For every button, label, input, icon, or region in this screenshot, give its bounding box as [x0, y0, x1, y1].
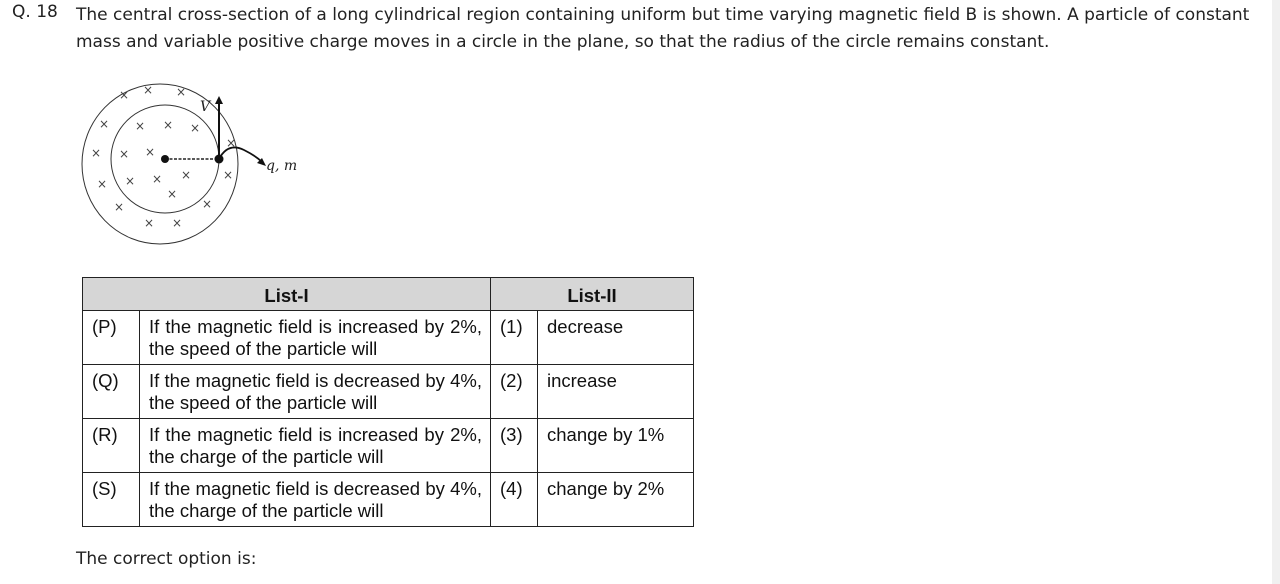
row-label: (S) [83, 473, 140, 527]
option-number: (1) [491, 311, 538, 365]
magnetic-field-figure [76, 78, 336, 258]
field-cross-mark: × [162, 118, 174, 132]
table-row [83, 419, 694, 473]
field-cross-mark: × [98, 117, 110, 131]
field-cross-mark: × [151, 172, 163, 186]
question-number: Q. 18 [12, 2, 58, 22]
option-text: decrease [538, 311, 694, 365]
table-row [83, 311, 694, 365]
field-cross-mark: × [222, 168, 234, 182]
field-cross-mark: × [118, 147, 130, 161]
field-cross-mark: × [134, 119, 146, 133]
field-cross-mark: × [201, 197, 213, 211]
list-2-header: List-II [491, 278, 694, 311]
field-cross-mark: × [171, 216, 183, 230]
field-cross-mark: × [175, 85, 187, 99]
field-cross-mark: × [142, 83, 154, 97]
row-label: (P) [83, 311, 140, 365]
page-scrollbar[interactable] [1272, 0, 1280, 584]
figure-svg [76, 78, 336, 258]
row-label: (Q) [83, 365, 140, 419]
answer-prompt: The correct option is: [76, 549, 257, 569]
option-text: change by 1% [538, 419, 694, 473]
question-text: The central cross-section of a long cylindrical region containing uniform but time varying magnetic field B is shown. A particle of constant mass and variable positive charge moves in a circle in the plane, so that the radius of the circle remains constant. [76, 5, 1250, 52]
particle-label: q, m [266, 158, 298, 174]
field-cross-mark: × [225, 136, 237, 150]
field-cross-mark: × [124, 174, 136, 188]
field-cross-mark: × [180, 168, 192, 182]
option-number: (4) [491, 473, 538, 527]
field-cross-mark: × [90, 146, 102, 160]
field-cross-mark: × [96, 177, 108, 191]
option-number: (3) [491, 419, 538, 473]
field-cross-mark: × [166, 187, 178, 201]
option-number: (2) [491, 365, 538, 419]
table-row [83, 473, 694, 527]
field-cross-mark: × [113, 200, 125, 214]
row-statement: If the magnetic field is increased by 2%, the charge of the particle will [140, 419, 491, 473]
velocity-arrowhead [215, 96, 223, 104]
option-text: increase [538, 365, 694, 419]
matching-table [82, 277, 694, 527]
list-1-header: List-I [83, 278, 491, 311]
field-cross-mark: × [143, 216, 155, 230]
field-cross-mark: × [189, 121, 201, 135]
row-label: (R) [83, 419, 140, 473]
row-statement: If the magnetic field is increased by 2%, the speed of the particle will [140, 311, 491, 365]
field-cross-mark: × [118, 88, 130, 102]
outer-field-boundary [82, 84, 238, 244]
row-statement: If the magnetic field is decreased by 4%, the speed of the particle will [140, 365, 491, 419]
field-cross-mark: × [144, 145, 156, 159]
table-header-row [83, 278, 694, 311]
velocity-label: V [200, 99, 211, 115]
table-row [83, 365, 694, 419]
particle-arrow [219, 147, 262, 162]
row-statement: If the magnetic field is decreased by 4%, the charge of the particle will [140, 473, 491, 527]
center-dot [161, 155, 169, 163]
option-text: change by 2% [538, 473, 694, 527]
